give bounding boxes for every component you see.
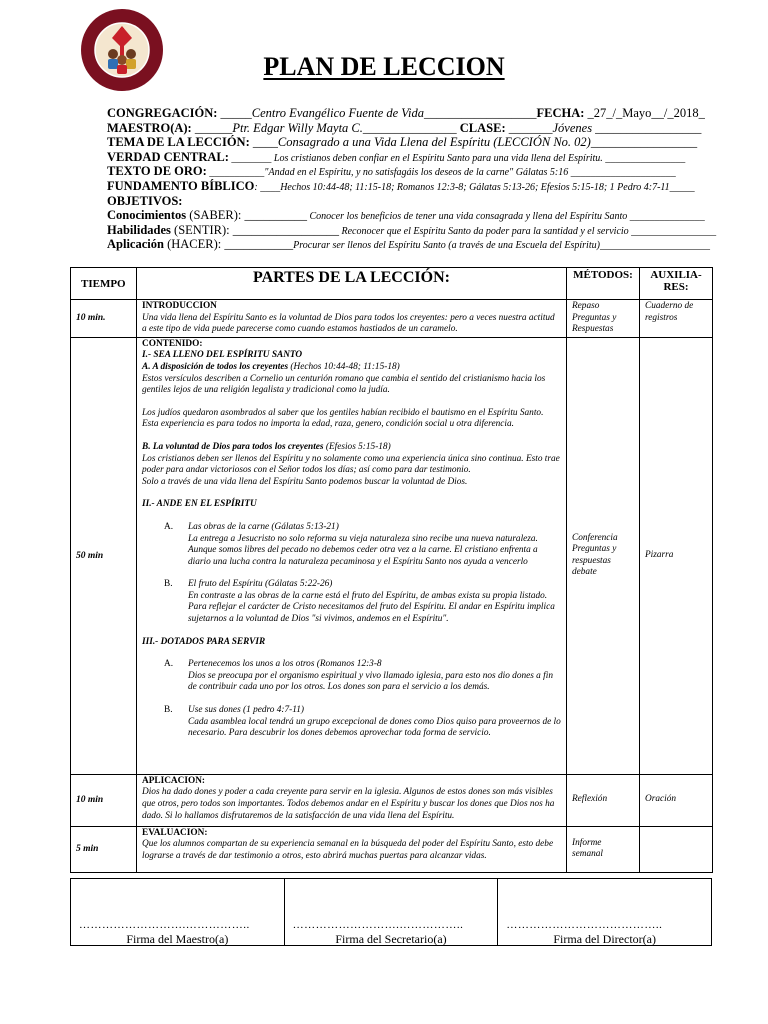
list-item: A. Pertenecemos los unos a los otros (Romanos 12:3-8 Dios se preocupa por el organismo espiritual y vivo llamado iglesia, para esto nos dio dones a fin de contribuir cada uno por los otros. Los dones son para el servicio a los demás.	[164, 659, 553, 693]
point-heading: B. La voluntad de Dios para todos los creyentes (Efesios 5:15-18)	[142, 441, 391, 452]
metodos-cell: Conferencia Preguntas y respuestas debate	[567, 337, 640, 774]
verdad-central-row: VERDAD CENTRAL: ________ Los cristianos deben confiar en el Espíritu Santo para una vida llena del Espíritu. ________________	[107, 149, 686, 164]
paragraph: Estos versículos describen a Cornelio un centurión romano que cambia el sentido del cristianismo hacia los gentiles lejos de una religión legalista y tradicional como la judía.	[142, 373, 546, 396]
signature-maestro	[71, 879, 285, 945]
section-heading: INTRODUCCION	[142, 301, 217, 311]
signature-label: Firma del Director(a)	[553, 932, 656, 946]
content-cell	[137, 826, 567, 872]
metodos-cell: Reflexión	[567, 774, 640, 826]
section-heading: CONTENIDO:	[142, 338, 203, 349]
header-partes: PARTES DE LA LECCIÓN:	[137, 268, 567, 300]
subsection-title: I.- SEA LLENO DEL ESPÍRITU SANTO	[142, 350, 303, 361]
subsection-title: III.- DOTADOS PARA SERVIR	[142, 636, 266, 647]
lesson-header	[107, 106, 727, 252]
objetivos-row: OBJETIVOS:	[107, 193, 183, 208]
habilidades-row: Habilidades (SENTIR): _________________ Reconocer que el Espíritu Santo da poder para la santidad y el servicio _________________	[107, 222, 717, 237]
signature-director	[498, 879, 711, 945]
signature-label: Firma del Secretario(a)	[335, 932, 447, 946]
time-cell: 50 min	[71, 337, 137, 774]
subsection-title: II.- ANDE EN EL ESPÍRITU	[142, 499, 257, 510]
page-title: PLAN DE LECCION	[263, 52, 505, 81]
conocimientos-row: Conocimientos (SABER): __________ Conocer los beneficios de tener una vida consagrada y llena del Espíritu Santo _______________	[107, 208, 705, 223]
paragraph: Que los alumnos compartan de su experiencia semanal en la búsqueda del poder del Espíritu Santo, esto debe lograrse a través de dar testimonio a otros, esto abrirá muchas puertas para alcanzar vidas.	[142, 839, 554, 861]
content-cell	[137, 300, 567, 338]
section-heading: APLICACION:	[142, 775, 206, 786]
signature-secretario	[285, 879, 499, 945]
auxiliares-cell: Cuaderno de registros	[640, 300, 713, 338]
content-cell	[137, 774, 567, 826]
header-metodos: MÉTODOS:	[567, 268, 640, 300]
table-row-evaluacion	[71, 826, 713, 872]
table-row-contenido	[71, 337, 713, 774]
congregacion-row: CONGREGACIÓN: _____Centro Evangélico Fuente de Vida__________________FECHA: _27_/_Mayo__/_2018_	[107, 106, 705, 120]
header-auxiliares: AUXILIA-RES:	[640, 268, 713, 300]
time-cell: 5 min	[71, 826, 137, 872]
signature-line: …………………………………..	[506, 919, 663, 931]
fundamento-row: FUNDAMENTO BÍBLICO: ____Hechos 10:44-48; 11:15-18; Romanos 12:3-8; Gálatas 5:13-26; Efesios 5:15-18; 1 Pedro 4:7-11_____	[107, 178, 695, 193]
auxiliares-cell	[640, 826, 713, 872]
texto-de-oro-row: TEXTO DE ORO: ___________"Andad en el Espíritu, y no satisfagáis los deseos de la carne" Gálatas 5:16 _____________________	[107, 164, 676, 179]
metodos-cell: Informe semanal	[567, 826, 640, 872]
table-row-aplicacion	[71, 774, 713, 826]
table-header-row	[71, 268, 713, 300]
paragraph: Solo a través de una vida llena del Espíritu Santo podemos buscar la voluntad de Dios.	[142, 476, 468, 487]
point-heading: A. A disposición de todos los creyentes (Hechos 10:44-48; 11:15-18)	[142, 361, 400, 372]
table-row-introduccion	[71, 300, 713, 338]
aplicacion-row: Aplicación (HACER): ___________Procurar ser llenos del Espíritu Santo (a través de una Escuela del Espíritu)______________________	[107, 237, 710, 252]
signature-line: ……………………….……………..	[79, 919, 250, 931]
list-item: B. El fruto del Espíritu (Gálatas 5:22-26) En contraste a las obras de la carne está el fruto del Espíritu, de ambas exista su propia listado. Para reflejar el carácter de Cristo necesitamos del fruto del Espíritu. El andar en Espíritu implica sujetarnos a la voluntad de Dios "si vivimos, andemos en el Espíritu".	[164, 579, 555, 625]
signature-block	[70, 878, 712, 946]
paragraph: Los judíos quedaron asombrados al saber que los gentiles habían recibido el bautismo en el Espíritu Santo. Esta experiencia es para todos no importa la edad, raza, genero, condición social u otra diferencia.	[142, 407, 544, 430]
tema-row: TEMA DE LA LECCIÓN: ____Consagrado a una Vida Llena del Espíritu (LECCIÓN No. 02)_________________	[107, 135, 698, 150]
auxiliares-cell: Pizarra	[640, 337, 713, 774]
content-cell	[137, 337, 567, 774]
paragraph: Dios ha dado dones y poder a cada creyente para servir en la iglesia. Algunos de estos dones son más visibles que otros, pero todos son importantes. Todos debemos andar en el Espíritu y buscar los dones que Dios nos ha dado. Si lo hallamos disfrutaremos de la satisfacción de una vida llena del Espíritu.	[142, 787, 555, 821]
paragraph: Una vida llena del Espíritu Santo es la voluntad de Dios para todos los creyentes: pero a veces nuestra actitud a este tipo de vida puede parecerse como cuando estamos hastiados de un caramelo.	[142, 312, 555, 335]
list-item: B. Use sus dones (1 pedro 4:7-11) Cada asamblea local tendrá un grupo excepcional de dones como Dios quiso para proveernos de lo necesario. Para descubrir los dones debemos aprovechar toda forma de servicio.	[164, 705, 561, 739]
signature-label: Firma del Maestro(a)	[126, 932, 229, 946]
list-item: A. Las obras de la carne (Gálatas 5:13-21) La entrega a Jesucristo no solo reforma su vieja naturaleza sino recibe una nueva naturaleza. Aunque somos libres del pecado no debemos ceder otra vez a la carne. El cristiano enfrenta a diario una lucha contra la naturaleza pecaminosa y el Espíritu Santo nos ayuda a vencerlo	[164, 521, 538, 567]
time-cell: 10 min.	[71, 300, 137, 338]
lesson-parts-table	[70, 267, 713, 873]
metodos-cell: Repaso Preguntas y Respuestas	[567, 300, 640, 338]
section-heading: EVALUACION:	[142, 827, 208, 838]
time-cell: 10 min	[71, 774, 137, 826]
signature-line: ……………………….……………..	[292, 919, 464, 931]
maestro-row: MAESTRO(A): ______Ptr. Edgar Willy Mayta C._______________ CLASE: _______Jóvenes _________________	[107, 120, 702, 135]
paragraph: Los cristianos deben ser llenos del Espíritu y no solamente como una experiencia única sino continua. Esto trae poder para andar victoriosos con el Señor todos los días; así como para dar testimonio.	[142, 453, 560, 476]
header-tiempo: TIEMPO	[71, 268, 137, 300]
auxiliares-cell: Oración	[640, 774, 713, 826]
